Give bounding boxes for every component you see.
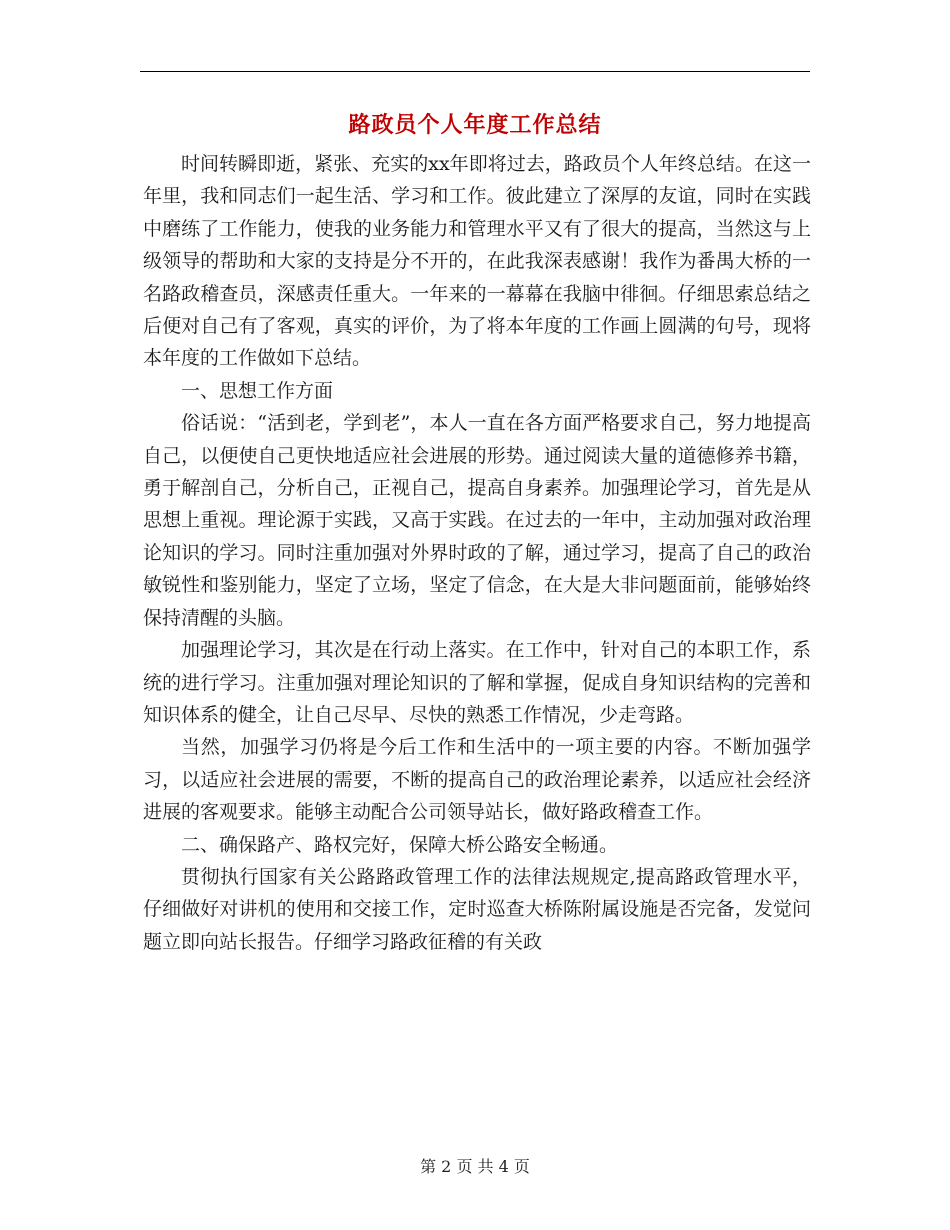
page-number-footer: 第 2 页 共 4 页 xyxy=(420,1157,530,1176)
paragraph-theory-study: 加强理论学习，其次是在行动上落实。在工作中，针对自己的本职工作，系统的进行学习。注重加强对理论知识的了解和掌握，促成自身知识结构的完善和知识体系的健全，让自己尽早、尽快的熟悉工作情况，少走弯路。 xyxy=(143,639,811,726)
header-rule xyxy=(140,71,810,72)
paragraph-intro: 时间转瞬即逝，紧张、充实的xx年即将过去，路政员个人年终总结。在这一年里，我和同志们一起生活、学习和工作。彼此建立了深厚的友谊，同时在实践中磨练了工作能力，使我的业务能力和管理水平又有了很大的提高，当然这与上级领导的帮助和大家的支持是分不开的，在此我深表感谢！我作为番禺大桥的一名路政稽查员，深感责任重大。一年来的一幕幕在我脑中徘徊。仔细思索总结之后便对自己有了客观，真实的评价，为了将本年度的工作画上圆满的句号，现将本年度的工作做如下总结。 xyxy=(143,153,811,370)
document-title: 路政员个人年度工作总结 xyxy=(348,112,602,138)
paragraph-ideology: 俗话说：“活到老，学到老”，本人一直在各方面严格要求自己，努力地提高自己，以便使自己更快地适应社会进展的形势。通过阅读大量的道德修养书籍，勇于解剖自己，分析自己，正视自己，提高自身素养。加强理论学习，首先是从思想上重视。理论源于实践，又高于实践。在过去的一年中，主动加强对政治理论知识的学习。同时注重加强对外界时政的了解，通过学习，提高了自己的政治敏锐性和鉴别能力，坚定了立场，坚定了信念，在大是大非问题面前，能够始终保持清醒的头脑。 xyxy=(143,412,811,629)
paragraph-road-management: 贯彻执行国家有关公路路政管理工作的法律法规规定,提高路政管理水平，仔细做好对讲机的使用和交接工作，定时巡查大桥陈附属设施是否完备，发觉问题立即向站长报告。仔细学习路政征稽的有关政 xyxy=(143,865,811,953)
section-heading-2: 二、确保路产、路权完好，保障大桥公路安全畅通。 xyxy=(181,833,619,856)
section-heading-1: 一、思想工作方面 xyxy=(181,379,334,402)
paragraph-continued-study: 当然，加强学习仍将是今后工作和生活中的一项主要的内容。不断加强学习，以适应社会进展的需要，不断的提高自己的政治理论素养，以适应社会经济进展的客观要求。能够主动配合公司领导站长，做好路政稽查工作。 xyxy=(143,736,811,824)
document-body xyxy=(143,148,811,958)
